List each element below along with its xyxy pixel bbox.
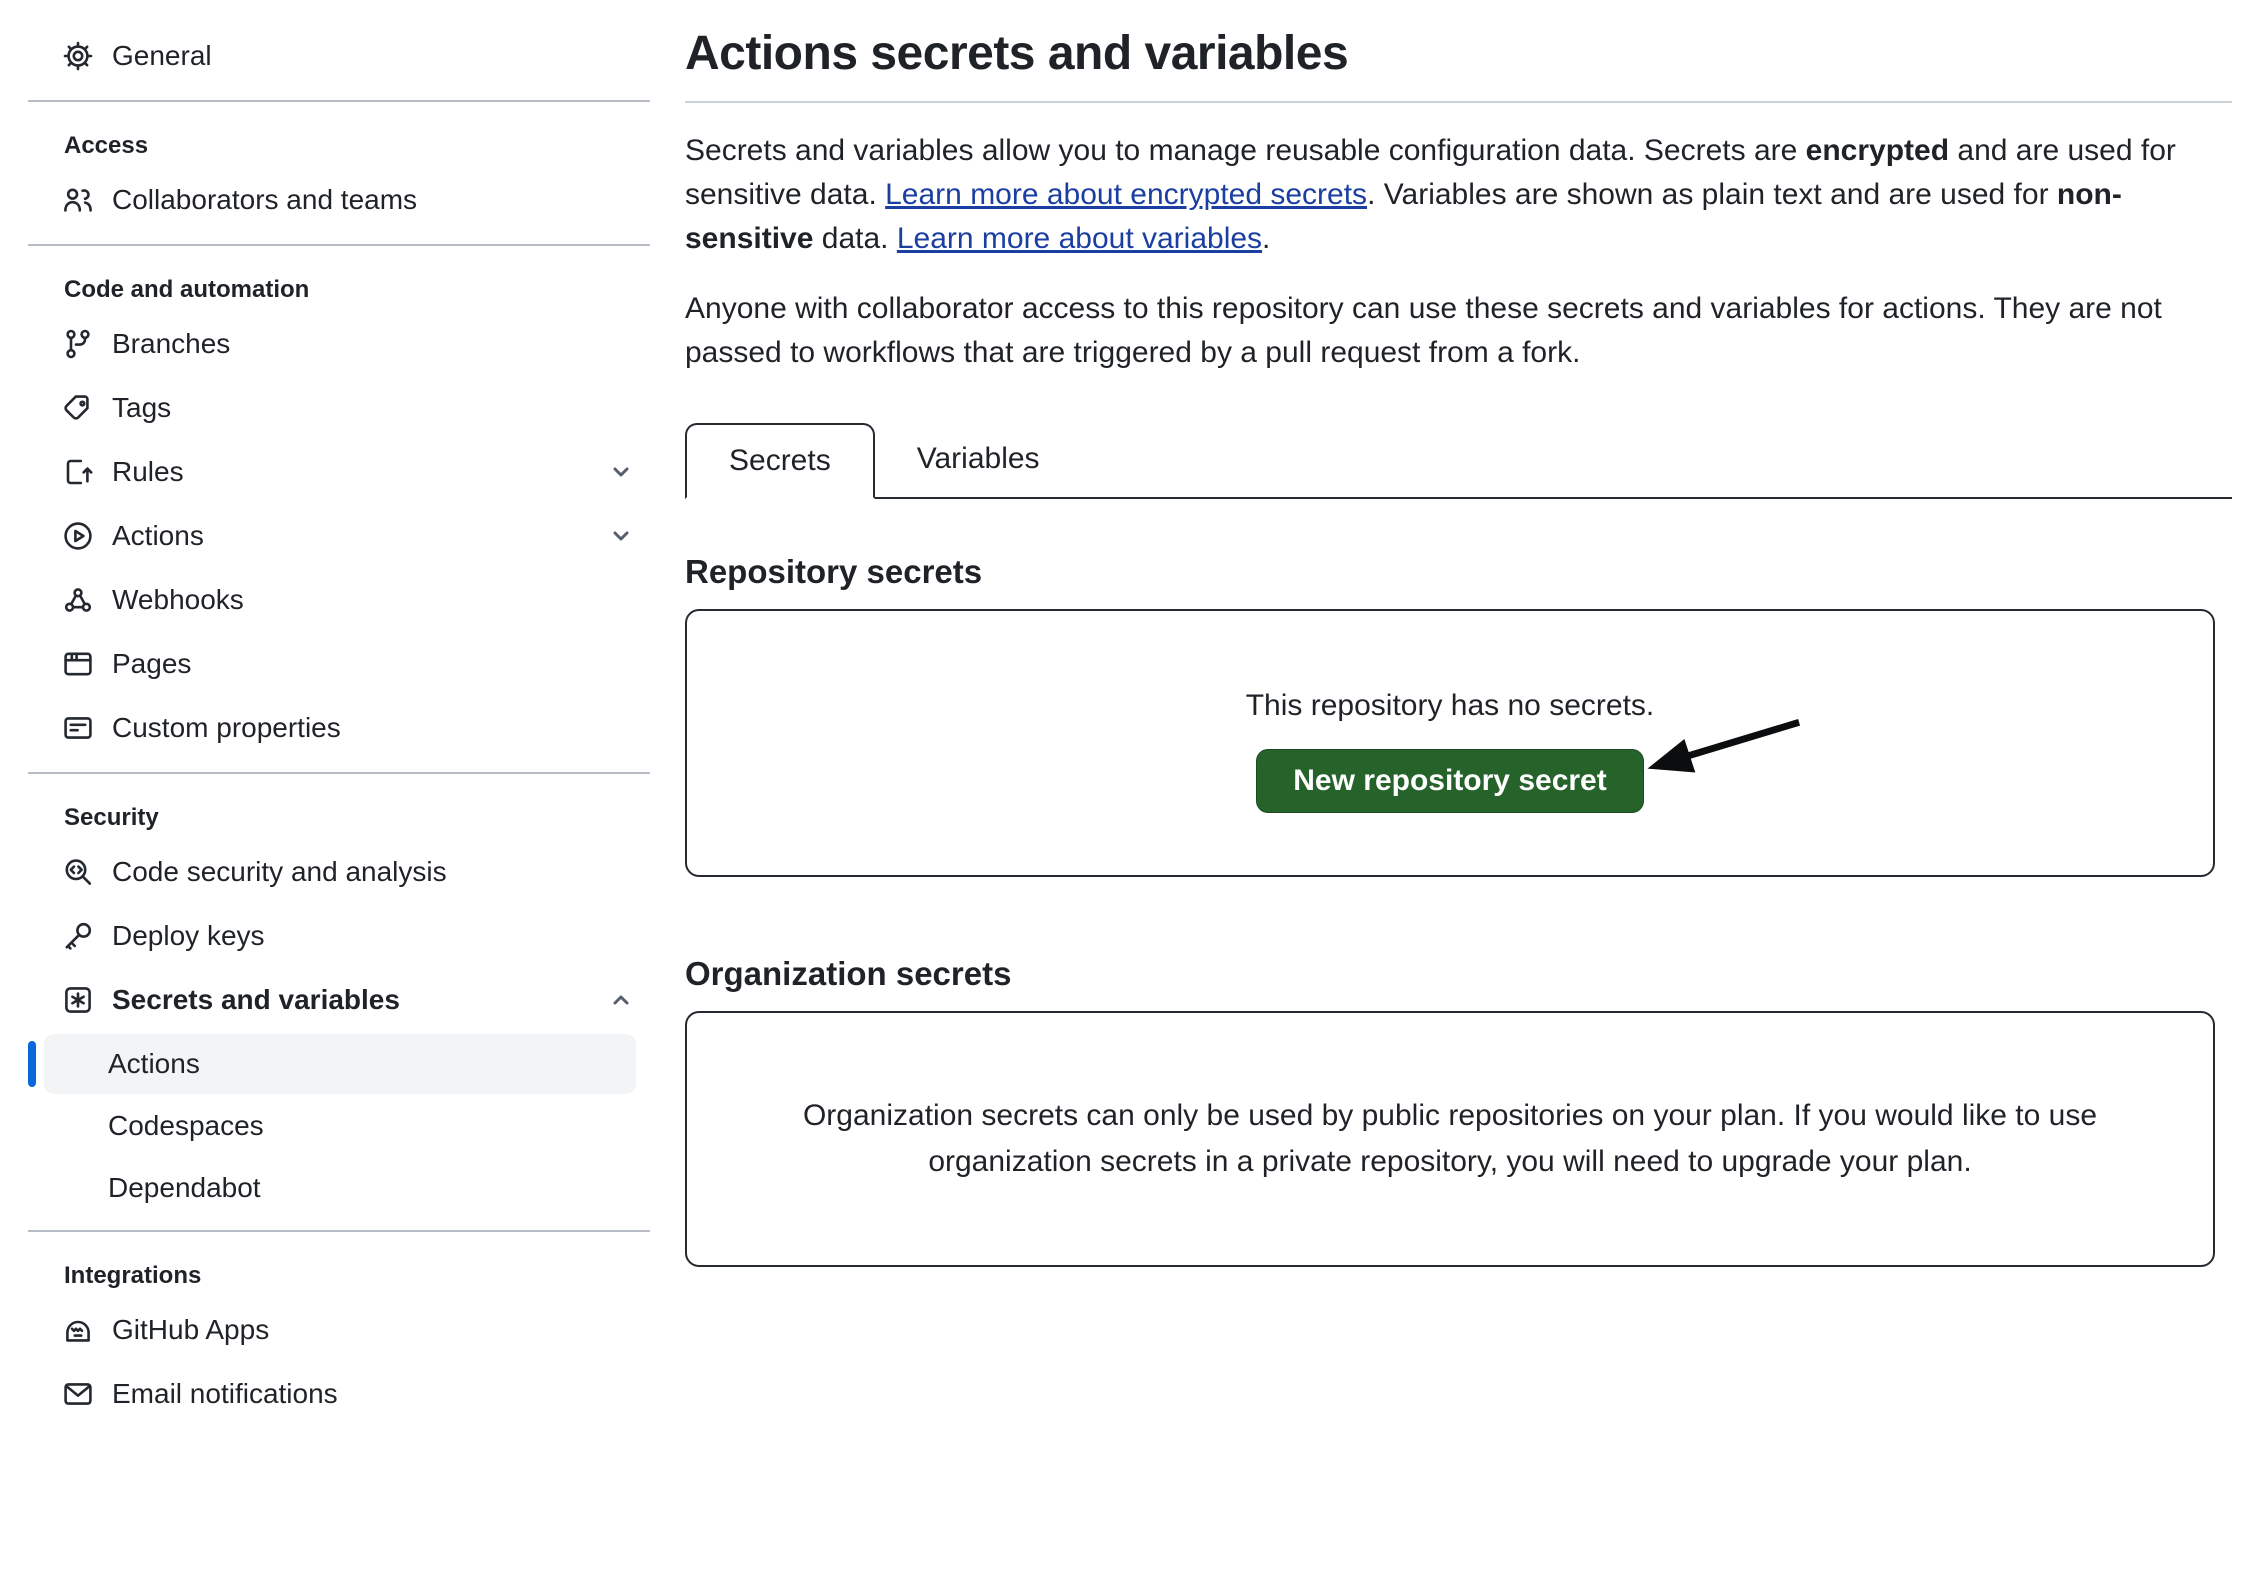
sidebar-item-deploy-keys[interactable] [28,904,650,968]
sidebar-item-branches[interactable] [28,312,650,376]
link-learn-encrypted-secrets[interactable]: Learn more about encrypted secrets [885,178,1368,211]
sidebar-item-webhooks[interactable] [28,568,650,632]
sidebar-section-integrations: Integrations [64,1262,202,1289]
sidebar-item-label: Codespaces [108,1110,264,1141]
git-branch-icon [62,328,94,360]
sidebar-subitem-actions-selected[interactable] [44,1034,636,1094]
sidebar-item-label: Actions [112,520,204,551]
sidebar-item-label: Deploy keys [112,920,265,951]
organization-secrets-message: Organization secrets can only be used by public repositories on your plan. If you would like to use organization secrets in a private repository, you will need to upgrade your plan. [802,1099,2098,1178]
sidebar-item-label: Email notifications [112,1378,338,1409]
sidebar-item-label: Collaborators and teams [112,184,418,215]
sidebar-divider [28,100,650,102]
sidebar-subitem-codespaces[interactable] [44,1096,636,1156]
tab-variables[interactable]: Variables [875,421,1082,497]
mail-icon [62,1378,94,1410]
annotation-arrow [687,611,2213,875]
sidebar-item-github-apps[interactable] [28,1298,650,1362]
sidebar-item-label: Branches [112,328,231,359]
new-repository-secret-button[interactable]: New repository secret [1256,749,1643,813]
chevron-up-icon [606,985,636,1015]
webhook-icon [62,584,94,616]
rules-icon [62,456,94,488]
sidebar-item-custom-properties[interactable] [28,696,650,760]
note-icon [62,712,94,744]
sidebar-item-pages[interactable] [28,632,650,696]
chevron-down-icon [606,521,636,551]
codescan-icon [62,856,94,888]
key-icon [62,920,94,952]
sidebar-item-label: Dependabot [108,1172,261,1203]
sidebar-item-code-security[interactable] [28,840,650,904]
sidebar-subitem-dependabot[interactable] [44,1158,636,1218]
sidebar-item-label: GitHub Apps [112,1314,270,1345]
play-icon [62,520,94,552]
hubot-icon [62,1314,94,1346]
sidebar-divider [28,244,650,246]
sidebar-item-label: Pages [112,648,192,679]
sidebar-item-email-notifications[interactable] [28,1362,650,1426]
chevron-down-icon [606,457,636,487]
sidebar-item-label: Custom properties [112,712,341,743]
key-asterisk-icon [62,984,94,1016]
bold-encrypted: encrypted [1805,134,1950,167]
sidebar-item-tags[interactable] [28,376,650,440]
secrets-variables-tabnav [685,421,2232,499]
sidebar-item-label: Tags [112,392,172,423]
bold-non-sensitive: non-sensitive [685,178,2122,255]
link-learn-variables[interactable]: Learn more about variables [896,222,1263,255]
sidebar-item-secrets-and-variables[interactable] [28,968,650,1032]
sidebar-divider [28,772,650,774]
gear-icon [62,40,94,72]
sidebar-section-access: Access [64,132,149,159]
page-title: Actions secrets and variables [685,27,1349,80]
sidebar-item-label: General [112,40,212,71]
sidebar-item-general[interactable] [28,24,650,88]
sidebar-item-collaborators[interactable] [28,168,650,232]
sidebar-item-label: Actions [108,1048,200,1079]
tab-secrets[interactable]: Secrets [685,423,875,499]
organization-secrets-heading: Organization secrets [685,955,1012,992]
sidebar-divider [28,1230,650,1232]
sidebar-section-code-automation: Code and automation [64,276,310,303]
title-divider [685,101,2232,103]
empty-secrets-message: This repository has no secrets. [1245,689,1655,722]
repository-secrets-heading: Repository secrets [685,553,983,590]
repository-secrets-box [685,609,2215,877]
organization-secrets-box [685,1011,2215,1267]
sidebar-item-label: Rules [112,456,184,487]
main-content [685,0,2232,1267]
sidebar-item-label: Secrets and variables [112,984,400,1015]
tag-icon [62,392,94,424]
settings-sidebar [28,0,650,1426]
sidebar-item-rules[interactable] [28,440,650,504]
sidebar-section-security: Security [64,804,159,831]
people-icon [62,184,94,216]
collaborator-access-paragraph: Anyone with collaborator access to this repository can use these secrets and variables for actions. They are not passed to workflows that are triggered by a pull request from a fork. [685,292,2162,369]
sidebar-item-label: Code security and analysis [112,856,447,887]
intro-paragraph: Secrets and variables allow you to manage reusable configuration data. Secrets are encrypted and are used for sensitive data. Learn more about encrypted secrets. Variables are shown as plain text and are used for non-sensitive data. Learn more about variables. [685,134,2176,255]
sidebar-item-actions[interactable] [28,504,650,568]
browser-icon [62,648,94,680]
sidebar-item-label: Webhooks [112,584,244,615]
